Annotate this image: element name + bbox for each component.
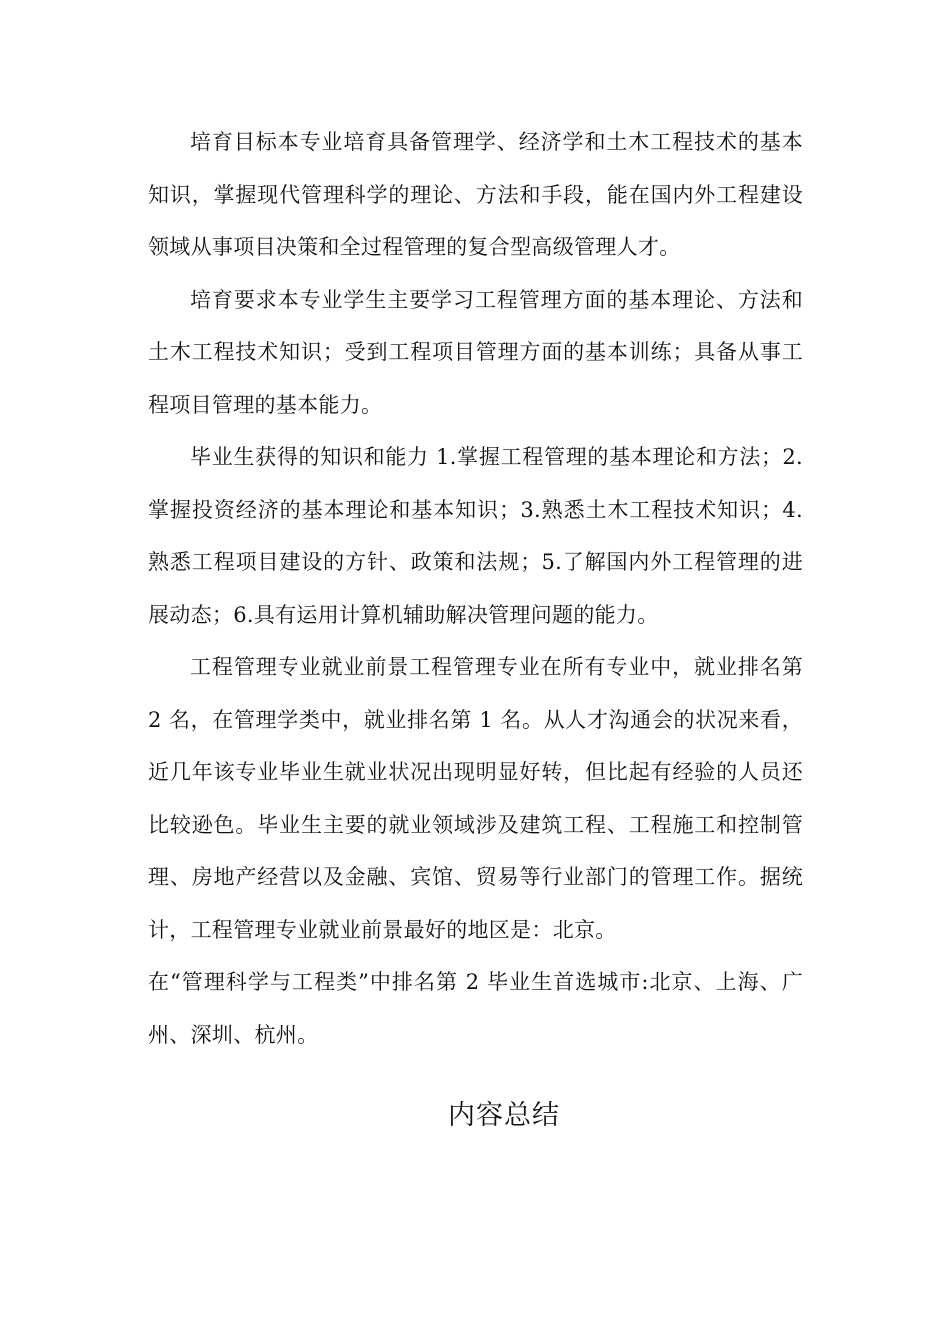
- paragraph-training-requirements: 培育要求本专业学生主要学习工程管理方面的基本理论、方法和土木工程技术知识；受到工程项目管理方面的基本训练；具备从事工程项目管理的基本能力。: [148, 287, 803, 417]
- paragraph-training-goal: 培育目标本专业培育具备管理学、经济学和土木工程技术的基本知识，掌握现代管理科学的理论、方法和手段，能在国内外工程建设领域从事项目决策和全过程管理的复合型高级管理人才。: [148, 130, 803, 259]
- summary-heading: 内容总结: [448, 1100, 560, 1131]
- document-body: [148, 116, 803, 1061]
- paragraph-employment-prospects: 工程管理专业就业前景工程管理专业在所有专业中，就业排名第 2 名，在管理学类中，就业排名第 1 名。从人才沟通会的状况来看，近几年该专业毕业生就业状况出现明显好转，但比起有经验的人员还比较逊色。毕业生主要的就业领域涉及建筑工程、工程施工和控制管理、房地产经营以及金融、宾馆、贸易等行业部门的管理工作。据统计，工程管理专业就业前景最好的地区是：北京。: [148, 655, 803, 942]
- paragraph-knowledge-abilities: 毕业生获得的知识和能力 1.掌握工程管理的基本理论和方法；2.掌握投资经济的基本理论和基本知识；3.熟悉土木工程技术知识；4.熟悉工程项目建设的方针、政策和法规；5.了解国内外工程管理的进展动态；6.具有运用计算机辅助解决管理问题的能力。: [148, 445, 803, 627]
- paragraph-ranking-cities: 在“管理科学与工程类”中排名第 2 毕业生首选城市:北京、上海、广州、深圳、杭州。: [148, 970, 803, 1047]
